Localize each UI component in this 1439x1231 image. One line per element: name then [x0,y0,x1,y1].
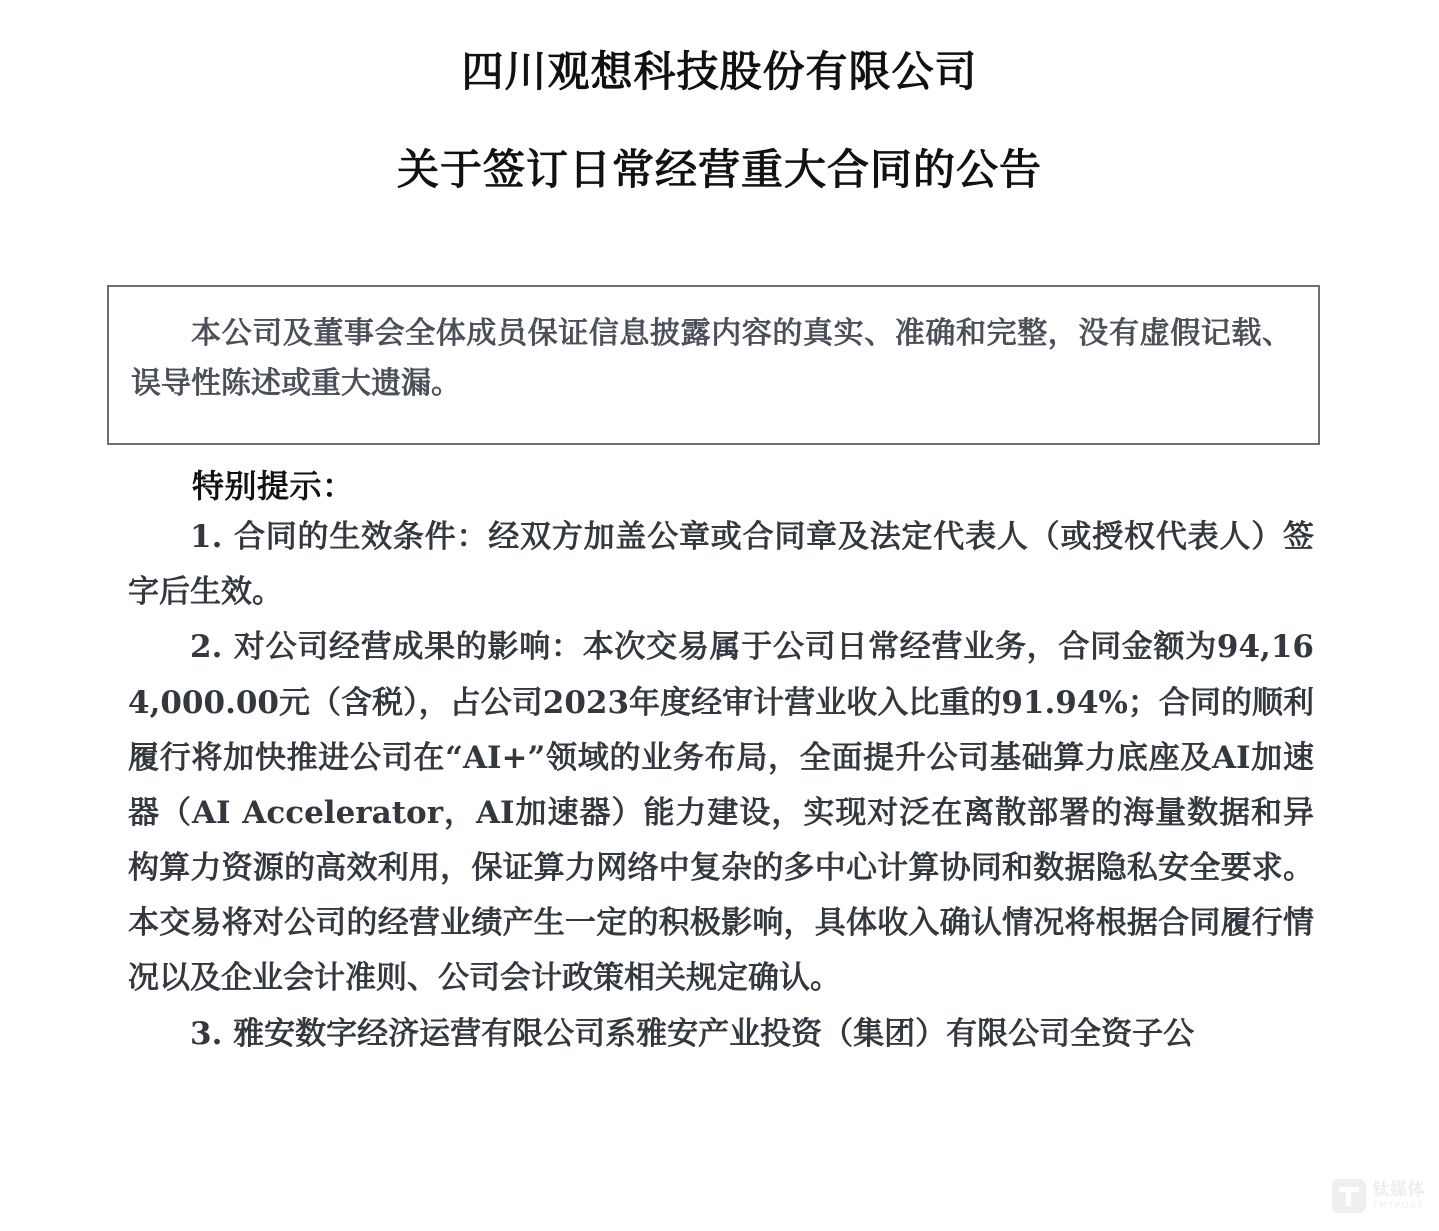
watermark-brand-cn: 钛媒体 [1372,1179,1425,1200]
page-title-announcement: 关于签订日常经营重大合同的公告 [396,145,1042,195]
watermark-text [1372,1179,1426,1211]
disclaimer-box [107,285,1320,445]
document-body [128,462,1314,1062]
watermark [1332,1179,1426,1213]
notice-item-2: 2. 对公司经营成果的影响：本次交易属于公司日常经营业务，合同金额为94,164,000.00元（含税），占公司2023年度经审计营业收入比重的91.94%；合同的顺利履行将加快推进公司在“AI+”领域的业务布局，全面提升公司基础算力底座及AI加速器（AI Accelerator，AI加速器）能力建设，实现对泛在离散部署的海量数据和异构算力资源的高效利用，保证算力网络中复杂的多中心计算协同和数据隐私安全要求。本交易将对公司的经营业绩产生一定的积极影响，具体收入确认情况将根据合同履行情况以及企业会计准则、公司会计政策相关规定确认。 [128,629,1314,997]
notice-item-3: 3. 雅安数字经济运营有限公司系雅安产业投资（集团）有限公司全资子公 [190,1015,1195,1052]
notice-item-1: 1. 合同的生效条件：经双方加盖公章或合同章及法定代表人（或授权代表人）签字后生效。 [128,519,1314,611]
watermark-brand-en: TMTPOST [1372,1200,1424,1211]
disclaimer-text: 本公司及董事会全体成员保证信息披露内容的真实、准确和完整，没有虚假记载、误导性陈述或重大遗漏。 [131,316,1292,401]
page-title-company: 四川观想科技股份有限公司 [461,47,978,96]
special-notice-heading: 特别提示： [192,467,355,505]
tmtpost-logo-icon [1332,1179,1366,1213]
